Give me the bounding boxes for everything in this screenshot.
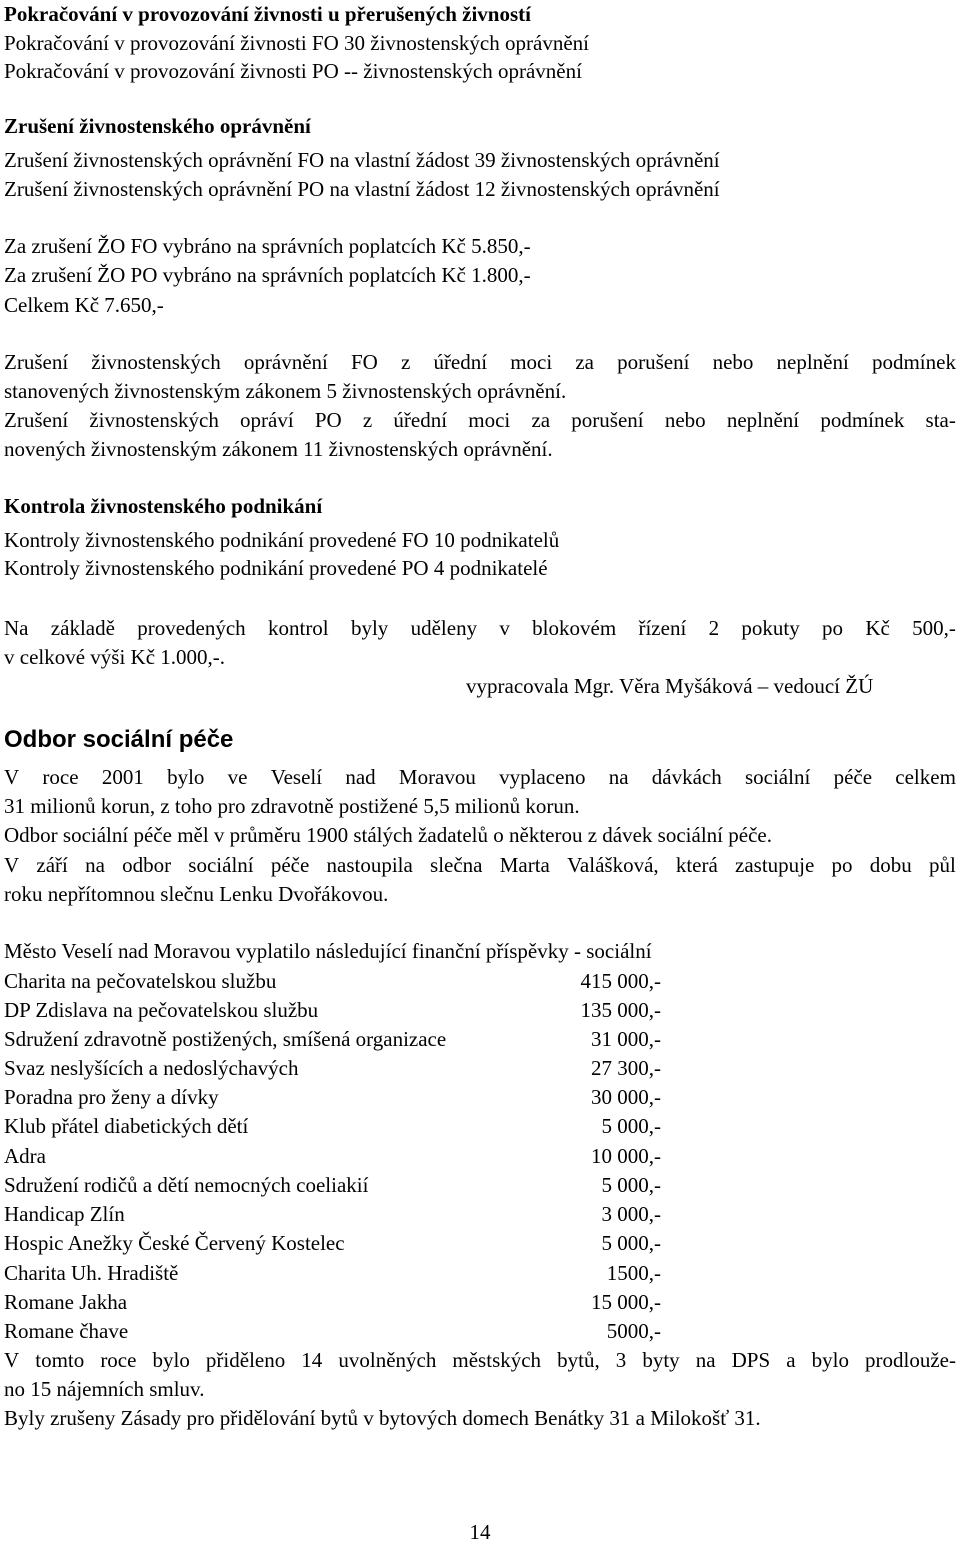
prispevek-amount: 5 000,-	[601, 1173, 661, 1197]
prispevek-amount: 1500,-	[606, 1261, 661, 1285]
section-heading-pokracovani: Pokračování v provozování živnosti u přerušených živností	[4, 2, 531, 26]
word: úřední	[433, 350, 488, 374]
prispevek-amount: 27 300,-	[591, 1056, 661, 1080]
word: odbor	[122, 853, 172, 877]
word: nastoupila	[326, 853, 413, 877]
word: Veselí	[270, 765, 323, 789]
word: z	[400, 350, 411, 374]
word: Marta	[499, 853, 550, 877]
prispevek-amount: 10 000,-	[591, 1144, 661, 1168]
word: Moravou	[398, 765, 476, 789]
uredni-fo-line1	[4, 352, 956, 373]
prispevek-name: Adra	[4, 1144, 46, 1168]
word: živnostenských	[89, 408, 219, 432]
word: roce	[100, 1348, 137, 1372]
pokuty-line1	[4, 618, 956, 639]
socialni-p3-line1	[4, 855, 956, 876]
page-number: 14	[469, 1520, 491, 1544]
word: slečna	[430, 853, 483, 877]
word: dobu	[869, 853, 912, 877]
word: byty	[642, 1348, 680, 1372]
word: ve	[227, 765, 248, 789]
word: bylo	[811, 1348, 849, 1372]
word: na	[608, 765, 629, 789]
word: porušení	[617, 350, 690, 374]
word: Kč	[865, 616, 890, 640]
uredni-fo-line2: stanovených živnostenským zákonem 5 živnostenských oprávnění.	[4, 379, 567, 403]
word: živnostenských	[91, 350, 221, 374]
word: podmínek	[871, 350, 956, 374]
word: půl	[928, 853, 956, 877]
prispevek-name: DP Zdislava na pečovatelskou službu	[4, 998, 319, 1022]
prispevek-name: Poradna pro ženy a dívky	[4, 1085, 219, 1109]
celkem-line: Celkem Kč 7.650,-	[4, 293, 164, 317]
prispevek-name: Charita Uh. Hradiště	[4, 1261, 179, 1285]
word: bylo	[152, 1348, 190, 1372]
prispevek-name: Klub přátel diabetických dětí	[4, 1114, 249, 1138]
word: uvolněných	[338, 1348, 437, 1372]
word: byly	[350, 616, 389, 640]
word: V	[4, 1348, 20, 1372]
prispevek-amount: 5 000,-	[601, 1231, 661, 1255]
prispevek-amount: 3 000,-	[601, 1202, 661, 1226]
prispevky-intro: Město Veselí nad Moravou vyplatilo následující finanční příspěvky - sociální	[4, 939, 652, 963]
word: úřední	[393, 408, 448, 432]
word: po	[831, 853, 853, 877]
word: 3	[615, 1348, 627, 1372]
word: roce	[42, 765, 79, 789]
word: Na	[4, 616, 29, 640]
section-heading-zruseni: Zrušení živnostenského oprávnění	[4, 114, 311, 138]
word: pokuty	[741, 616, 800, 640]
word: tomto	[35, 1348, 85, 1372]
word: oprávnění	[243, 350, 328, 374]
zasady-line: Byly zrušeny Zásady pro přidělování bytů v bytových domech Benátky 31 a Milokošť 31.	[4, 1406, 761, 1430]
word: moci	[510, 350, 553, 374]
prispevek-amount: 30 000,-	[591, 1085, 661, 1109]
word: prodlouže-	[865, 1348, 956, 1372]
signature-line: vypracovala Mgr. Věra Myšáková – vedoucí ŽÚ	[466, 674, 874, 698]
poplatek-fo-line: Za zrušení ŽO FO vybráno na správních poplatcích Kč 5.850,-	[4, 234, 531, 258]
word: blokovém	[532, 616, 617, 640]
kontrola-po-line: Kontroly živnostenského podnikání provedené PO 4 podnikatelé	[4, 556, 548, 580]
word: provedených	[137, 616, 246, 640]
word: v	[499, 616, 510, 640]
prispevek-name: Charita na pečovatelskou službu	[4, 969, 277, 993]
word: PO	[314, 408, 342, 432]
word: Valášková,	[567, 853, 659, 877]
word: sociální	[744, 765, 811, 789]
word: za	[531, 408, 551, 432]
word: přiděleno	[205, 1348, 286, 1372]
word: celkem	[895, 765, 956, 789]
word: sociální	[188, 853, 254, 877]
byty-line2: no 15 nájemních smluv.	[4, 1377, 205, 1401]
socialni-p1-line2: 31 milionů korun, z toho pro zdravotně postižené 5,5 milionů korun.	[4, 794, 580, 818]
prispevek-name: Sdružení zdravotně postižených, smíšená organizace	[4, 1027, 447, 1051]
word: nad	[345, 765, 376, 789]
word: FO	[351, 350, 378, 374]
byty-line1	[4, 1350, 956, 1371]
pokuty-line2: v celkové výši Kč 1.000,-.	[4, 645, 226, 669]
word: bylo	[167, 765, 205, 789]
word: nebo	[664, 408, 706, 432]
word: Zrušení	[4, 350, 69, 374]
socialni-p1-line1	[4, 767, 956, 788]
word: za	[575, 350, 594, 374]
word: moci	[468, 408, 511, 432]
word: neplnění	[776, 350, 849, 374]
section-heading-kontrola: Kontrola živnostenského podnikání	[4, 494, 323, 518]
prispevek-name: Romane čhave	[4, 1319, 129, 1343]
pokracovani-fo-line: Pokračování v provozování živnosti FO 30 živnostenských oprávnění	[4, 31, 589, 55]
word: kontrol	[267, 616, 329, 640]
word: na	[695, 1348, 716, 1372]
word: září	[36, 853, 68, 877]
word: uděleny	[410, 616, 478, 640]
prispevek-name: Romane Jakha	[4, 1290, 128, 1314]
word: 14	[301, 1348, 323, 1372]
poplatek-po-line: Za zrušení ŽO PO vybráno na správních poplatcích Kč 1.800,-	[4, 263, 531, 287]
word: řízení	[638, 616, 687, 640]
prispevek-amount: 5000,-	[606, 1319, 661, 1343]
socialni-p3-line2: roku nepřítomnou slečnu Lenku Dvořákovou.	[4, 882, 389, 906]
word: po	[822, 616, 844, 640]
word: opráví	[240, 408, 294, 432]
word: dávkách	[651, 765, 722, 789]
word: sta-	[925, 408, 956, 432]
zruseni-fo-line: Zrušení živnostenských oprávnění FO na vlastní žádost 39 živnostenských oprávnění	[4, 148, 720, 172]
word: a	[786, 1348, 796, 1372]
word: péče	[270, 853, 310, 877]
prispevek-amount: 135 000,-	[580, 998, 661, 1022]
uredni-po-line2: novených živnostenským zákonem 11 živnostenských oprávnění.	[4, 437, 553, 461]
socialni-p2: Odbor sociální péče měl v průměru 1900 stálých žadatelů o některou z dávek sociální péče.	[4, 823, 772, 847]
word: neplnění	[726, 408, 800, 432]
word: 2	[708, 616, 720, 640]
word: 500,-	[912, 616, 956, 640]
prispevek-name: Hospic Anežky České Červený Kostelec	[4, 1231, 345, 1255]
zruseni-po-line: Zrušení živnostenských oprávnění PO na vlastní žádost 12 živnostenských oprávnění	[4, 177, 720, 201]
section-heading-socialni: Odbor sociální péče	[4, 726, 234, 753]
word: na	[85, 853, 105, 877]
word: Zrušení	[4, 408, 69, 432]
prispevek-amount: 31 000,-	[591, 1027, 661, 1051]
word: z	[362, 408, 373, 432]
word: která	[675, 853, 718, 877]
prispevek-amount: 415 000,-	[580, 969, 661, 993]
prispevek-name: Svaz neslyšících a nedoslýchavých	[4, 1056, 299, 1080]
prispevek-name: Handicap Zlín	[4, 1202, 125, 1226]
pokracovani-po-line: Pokračování v provozování živnosti PO -- živnostenských oprávnění	[4, 59, 582, 83]
word: městských	[452, 1348, 542, 1372]
prispevek-amount: 15 000,-	[591, 1290, 661, 1314]
word: zastupuje	[735, 853, 815, 877]
word: V	[4, 853, 20, 877]
word: V	[4, 765, 20, 789]
prispevek-amount: 5 000,-	[601, 1114, 661, 1138]
word: podmínek	[820, 408, 905, 432]
prispevek-name: Sdružení rodičů a dětí nemocných coeliakií	[4, 1173, 369, 1197]
word: péče	[833, 765, 873, 789]
uredni-po-line1	[4, 410, 956, 431]
word: porušení	[571, 408, 644, 432]
word: nebo	[712, 350, 754, 374]
kontrola-fo-line: Kontroly živnostenského podnikání provedené FO 10 podnikatelů	[4, 528, 560, 552]
word: vyplaceno	[499, 765, 586, 789]
word: 2001	[101, 765, 144, 789]
word: bytů,	[557, 1348, 600, 1372]
word: DPS	[731, 1348, 771, 1372]
word: základě	[50, 616, 115, 640]
